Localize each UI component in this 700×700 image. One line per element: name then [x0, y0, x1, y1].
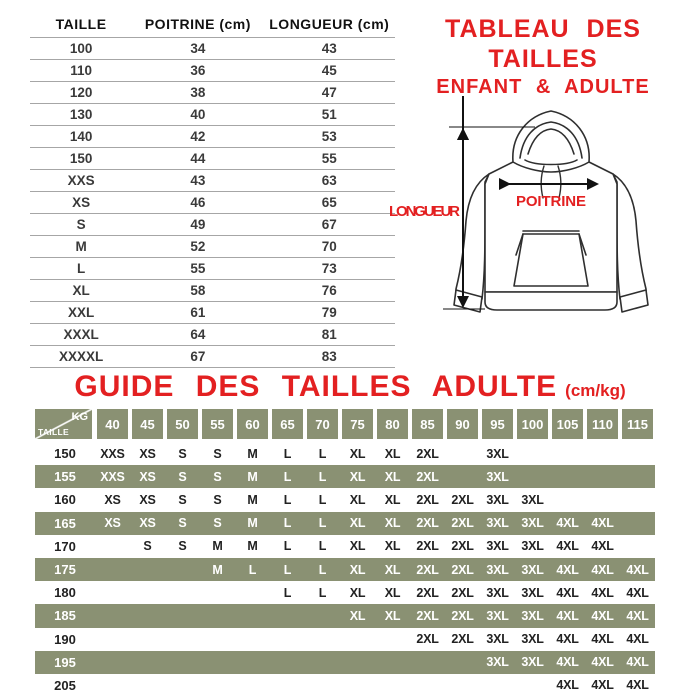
poitrine-label: POITRINE — [516, 193, 586, 210]
recommended-size-cell: 4XL — [556, 608, 579, 623]
recommended-size-cell: 4XL — [591, 655, 614, 670]
measurement-table-header-row — [30, 12, 395, 38]
weight-header-cell: 45 — [132, 409, 163, 439]
size-value-cell: 81 — [264, 324, 395, 346]
recommended-size-cell: M — [212, 562, 223, 577]
height-label: 205 — [54, 677, 76, 693]
recommended-size-cell: L — [248, 562, 257, 577]
recommended-size-cell: 2XL — [451, 562, 474, 577]
guide-row — [35, 581, 655, 604]
recommended-size-cell: XS — [139, 516, 156, 531]
size-label-cell: 140 — [30, 126, 132, 148]
weight-header-cell: 95 — [482, 409, 513, 439]
recommended-size-cell: 4XL — [626, 585, 649, 600]
recommended-size-cell: S — [213, 469, 222, 484]
size-value-cell: 46 — [132, 192, 263, 214]
recommended-size-cell: 4XL — [591, 516, 614, 531]
recommended-size-cell: S — [178, 446, 187, 461]
size-label-cell: XXL — [30, 302, 132, 324]
size-value-cell: 67 — [132, 346, 263, 368]
recommended-size-cell: 4XL — [556, 562, 579, 577]
size-table-body — [30, 38, 395, 368]
height-label: 180 — [54, 585, 76, 601]
recommended-size-cell: S — [178, 492, 187, 507]
recommended-size-cell: 4XL — [626, 608, 649, 623]
hoodie-illustration — [385, 96, 700, 340]
recommended-size-cell: M — [247, 492, 258, 507]
recommended-size-cell: XL — [349, 562, 366, 577]
weight-header-cell: 100 — [517, 409, 548, 439]
recommended-size-cell: M — [247, 539, 258, 554]
weight-header-cell: 50 — [167, 409, 198, 439]
size-value-cell: 64 — [132, 324, 263, 346]
recommended-size-cell: L — [318, 562, 327, 577]
col-header-taille: TAILLE — [55, 16, 107, 32]
size-value-cell: 73 — [264, 258, 395, 280]
size-value-cell: 36 — [132, 60, 263, 82]
recommended-size-cell: L — [318, 469, 327, 484]
recommended-size-cell: 3XL — [521, 585, 544, 600]
guide-row — [35, 488, 655, 511]
recommended-size-cell: 2XL — [416, 608, 439, 623]
size-label-cell: XS — [30, 192, 132, 214]
recommended-size-cell: 2XL — [416, 632, 439, 647]
guide-row — [35, 651, 655, 674]
recommended-size-cell: 4XL — [591, 585, 614, 600]
recommended-size-cell: M — [212, 539, 223, 554]
size-value-cell: 55 — [132, 258, 263, 280]
recommended-size-cell: 2XL — [451, 539, 474, 554]
size-label-cell: S — [30, 214, 132, 236]
weight-header-cell: 40 — [97, 409, 128, 439]
recommended-size-cell: 3XL — [521, 655, 544, 670]
size-value-cell: 65 — [264, 192, 395, 214]
recommended-size-cell: XL — [349, 492, 366, 507]
recommended-size-cell: 2XL — [451, 608, 474, 623]
size-value-cell: 43 — [264, 38, 395, 60]
size-value-cell: 55 — [264, 148, 395, 170]
recommended-size-cell: 2XL — [416, 585, 439, 600]
recommended-size-cell: 4XL — [591, 678, 614, 693]
recommended-size-cell: 4XL — [591, 539, 614, 554]
size-value-cell: 42 — [132, 126, 263, 148]
recommended-size-cell: L — [283, 539, 292, 554]
weight-header-cell: 115 — [622, 409, 653, 439]
size-value-cell: 45 — [264, 60, 395, 82]
recommended-size-cell: 4XL — [626, 655, 649, 670]
height-label: 155 — [54, 469, 76, 485]
recommended-size-cell: 3XL — [521, 539, 544, 554]
guide-row — [35, 558, 655, 581]
recommended-size-cell: 3XL — [486, 446, 509, 461]
recommended-size-cell: S — [178, 516, 187, 531]
size-label-cell: XXXXL — [30, 346, 132, 368]
recommended-size-cell: M — [247, 446, 258, 461]
height-label: 150 — [54, 446, 76, 462]
size-table-row — [30, 82, 395, 104]
hoodie-hem — [485, 292, 617, 310]
recommended-size-cell: XS — [104, 492, 121, 507]
weight-header-cell: 75 — [342, 409, 373, 439]
guide-row — [35, 535, 655, 558]
recommended-size-cell: L — [283, 585, 292, 600]
recommended-size-cell: 4XL — [626, 632, 649, 647]
recommended-size-cell: 3XL — [486, 608, 509, 623]
recommended-size-cell: XL — [349, 516, 366, 531]
guide-row — [35, 628, 655, 651]
size-table-row — [30, 104, 395, 126]
size-label-cell: XXXL — [30, 324, 132, 346]
size-label-cell: L — [30, 258, 132, 280]
size-value-cell: 51 — [264, 104, 395, 126]
recommended-size-cell: L — [283, 562, 292, 577]
recommended-size-cell: XL — [349, 469, 366, 484]
weight-header-cell: 110 — [587, 409, 618, 439]
recommended-size-cell: 3XL — [521, 492, 544, 507]
weight-header-cell: 55 — [202, 409, 233, 439]
weight-header-cell: 60 — [237, 409, 268, 439]
recommended-size-cell: 3XL — [521, 632, 544, 647]
hoodie-left-sleeve — [456, 174, 489, 299]
height-label: 190 — [54, 631, 76, 647]
recommended-size-cell: XL — [384, 469, 401, 484]
recommended-size-cell: XL — [384, 585, 401, 600]
size-table-row — [30, 214, 395, 236]
size-label-cell: M — [30, 236, 132, 258]
recommended-size-cell: 2XL — [416, 562, 439, 577]
size-value-cell: 70 — [264, 236, 395, 258]
col-header-longueur: LONGUEUR (cm) — [269, 16, 390, 32]
size-value-cell: 79 — [264, 302, 395, 324]
weight-header-cell: 80 — [377, 409, 408, 439]
recommended-size-cell: XL — [349, 585, 366, 600]
size-table-row — [30, 324, 395, 346]
col-header-poitrine: POITRINE (cm) — [144, 16, 251, 32]
recommended-size-cell: 3XL — [486, 516, 509, 531]
recommended-size-cell: XS — [139, 469, 156, 484]
recommended-size-cell: XXS — [100, 469, 125, 484]
size-table-row — [30, 60, 395, 82]
size-table-row — [30, 302, 395, 324]
recommended-size-cell: 3XL — [486, 539, 509, 554]
recommended-size-cell: XL — [384, 516, 401, 531]
weight-header-cell: 65 — [272, 409, 303, 439]
recommended-size-cell: XL — [384, 492, 401, 507]
guide-weight-header — [35, 409, 655, 439]
recommended-size-cell: 3XL — [521, 562, 544, 577]
height-label: 175 — [54, 562, 76, 578]
recommended-size-cell: XS — [139, 492, 156, 507]
size-value-cell: 58 — [132, 280, 263, 302]
height-label: 195 — [54, 654, 76, 670]
size-value-cell: 52 — [132, 236, 263, 258]
recommended-size-cell: 4XL — [556, 678, 579, 693]
hoodie-diagram — [385, 96, 700, 340]
size-value-cell: 38 — [132, 82, 263, 104]
recommended-size-cell: 4XL — [591, 562, 614, 577]
recommended-size-cell: L — [283, 516, 292, 531]
weight-header-cell: 105 — [552, 409, 583, 439]
recommended-size-cell: XXS — [100, 446, 125, 461]
recommended-size-cell: L — [318, 516, 327, 531]
recommended-size-cell: 3XL — [486, 469, 509, 484]
size-table-row — [30, 346, 395, 368]
weight-header-cell: 90 — [447, 409, 478, 439]
weight-header-cell: 85 — [412, 409, 443, 439]
size-label-cell: XXS — [30, 170, 132, 192]
guide-row — [35, 604, 655, 627]
size-value-cell: 49 — [132, 214, 263, 236]
guide-row — [35, 674, 655, 697]
measurement-table — [30, 12, 395, 368]
size-label-cell: 120 — [30, 82, 132, 104]
size-label-cell: 100 — [30, 38, 132, 60]
recommended-size-cell: 4XL — [591, 608, 614, 623]
recommended-size-cell: 4XL — [591, 632, 614, 647]
size-table-row — [30, 258, 395, 280]
page-title-line2: ENFANT & ADULTE — [436, 76, 650, 98]
recommended-size-cell: 2XL — [416, 492, 439, 507]
hoodie-right-sleeve — [613, 174, 646, 299]
recommended-size-cell: L — [318, 585, 327, 600]
recommended-size-cell: S — [213, 492, 222, 507]
size-table-row — [30, 126, 395, 148]
longueur-label: LONGUEUR — [389, 203, 460, 220]
size-label-cell: 130 — [30, 104, 132, 126]
recommended-size-cell: L — [283, 492, 292, 507]
recommended-size-cell: XL — [384, 446, 401, 461]
height-label: 170 — [54, 538, 76, 554]
recommended-size-cell: 2XL — [451, 632, 474, 647]
recommended-size-cell: S — [213, 446, 222, 461]
guide-title-unit: (cm/kg) — [565, 381, 626, 400]
recommended-size-cell: 3XL — [486, 655, 509, 670]
page-title — [388, 14, 698, 100]
recommended-size-cell: 3XL — [521, 608, 544, 623]
recommended-size-cell: M — [247, 469, 258, 484]
recommended-size-cell: 3XL — [486, 562, 509, 577]
recommended-size-cell: 3XL — [486, 632, 509, 647]
guide-body — [35, 442, 655, 697]
weight-header-cell: 70 — [307, 409, 338, 439]
guide-row — [35, 512, 655, 535]
corner-kg-label: KG — [71, 411, 88, 423]
guide-row — [35, 442, 655, 465]
size-label-cell: 110 — [30, 60, 132, 82]
recommended-size-cell: 3XL — [486, 585, 509, 600]
recommended-size-cell: L — [283, 446, 292, 461]
size-value-cell: 44 — [132, 148, 263, 170]
size-table-row — [30, 170, 395, 192]
height-label: 165 — [54, 515, 76, 531]
recommended-size-cell: XL — [349, 608, 366, 623]
size-value-cell: 67 — [264, 214, 395, 236]
page-title-line1: TABLEAU DES TAILLES — [445, 15, 641, 73]
recommended-size-cell: 3XL — [486, 492, 509, 507]
recommended-size-cell: XL — [384, 608, 401, 623]
recommended-size-cell: L — [283, 469, 292, 484]
recommended-size-cell: 2XL — [451, 492, 474, 507]
recommended-size-cell: XS — [139, 446, 156, 461]
recommended-size-cell: 3XL — [521, 516, 544, 531]
recommended-size-cell: 2XL — [451, 516, 474, 531]
size-value-cell: 47 — [264, 82, 395, 104]
adult-size-guide — [35, 409, 655, 697]
size-table-row — [30, 38, 395, 60]
recommended-size-cell: L — [318, 539, 327, 554]
size-value-cell: 83 — [264, 346, 395, 368]
recommended-size-cell: S — [213, 516, 222, 531]
recommended-size-cell: 2XL — [451, 585, 474, 600]
recommended-size-cell: 2XL — [416, 446, 439, 461]
recommended-size-cell: L — [318, 492, 327, 507]
size-table-row — [30, 236, 395, 258]
recommended-size-cell: 4XL — [626, 562, 649, 577]
size-value-cell: 61 — [132, 302, 263, 324]
guide-title-text: GUIDE DES TAILLES ADULTE — [74, 370, 558, 403]
size-value-cell: 34 — [132, 38, 263, 60]
size-table-row — [30, 280, 395, 302]
recommended-size-cell: 4XL — [626, 678, 649, 693]
recommended-size-cell: S — [178, 469, 187, 484]
recommended-size-cell: 4XL — [556, 539, 579, 554]
size-label-cell: 150 — [30, 148, 132, 170]
recommended-size-cell: XL — [349, 446, 366, 461]
corner-taille-label: TAILLE — [38, 427, 69, 437]
size-value-cell: 43 — [132, 170, 263, 192]
hoodie-pocket — [514, 234, 588, 286]
size-table-row — [30, 192, 395, 214]
recommended-size-cell: 4XL — [556, 655, 579, 670]
recommended-size-cell: XL — [384, 539, 401, 554]
size-value-cell: 63 — [264, 170, 395, 192]
recommended-size-cell: L — [318, 446, 327, 461]
guide-corner-cell — [35, 409, 92, 439]
recommended-size-cell: 4XL — [556, 516, 579, 531]
recommended-size-cell: M — [247, 516, 258, 531]
recommended-size-cell: 2XL — [416, 469, 439, 484]
size-label-cell: XL — [30, 280, 132, 302]
height-label: 185 — [54, 608, 76, 624]
recommended-size-cell: 4XL — [556, 632, 579, 647]
size-value-cell: 53 — [264, 126, 395, 148]
recommended-size-cell: 2XL — [416, 539, 439, 554]
recommended-size-cell: XS — [104, 516, 121, 531]
guide-row — [35, 465, 655, 488]
size-value-cell: 40 — [132, 104, 263, 126]
height-label: 160 — [54, 492, 76, 508]
size-table-row — [30, 148, 395, 170]
recommended-size-cell: S — [178, 539, 187, 554]
recommended-size-cell: 4XL — [556, 585, 579, 600]
recommended-size-cell: 2XL — [416, 516, 439, 531]
recommended-size-cell: XL — [349, 539, 366, 554]
measurement-table-section — [30, 12, 395, 368]
guide-title — [25, 370, 675, 404]
size-value-cell: 76 — [264, 280, 395, 302]
recommended-size-cell: XL — [384, 562, 401, 577]
recommended-size-cell: S — [143, 539, 152, 554]
